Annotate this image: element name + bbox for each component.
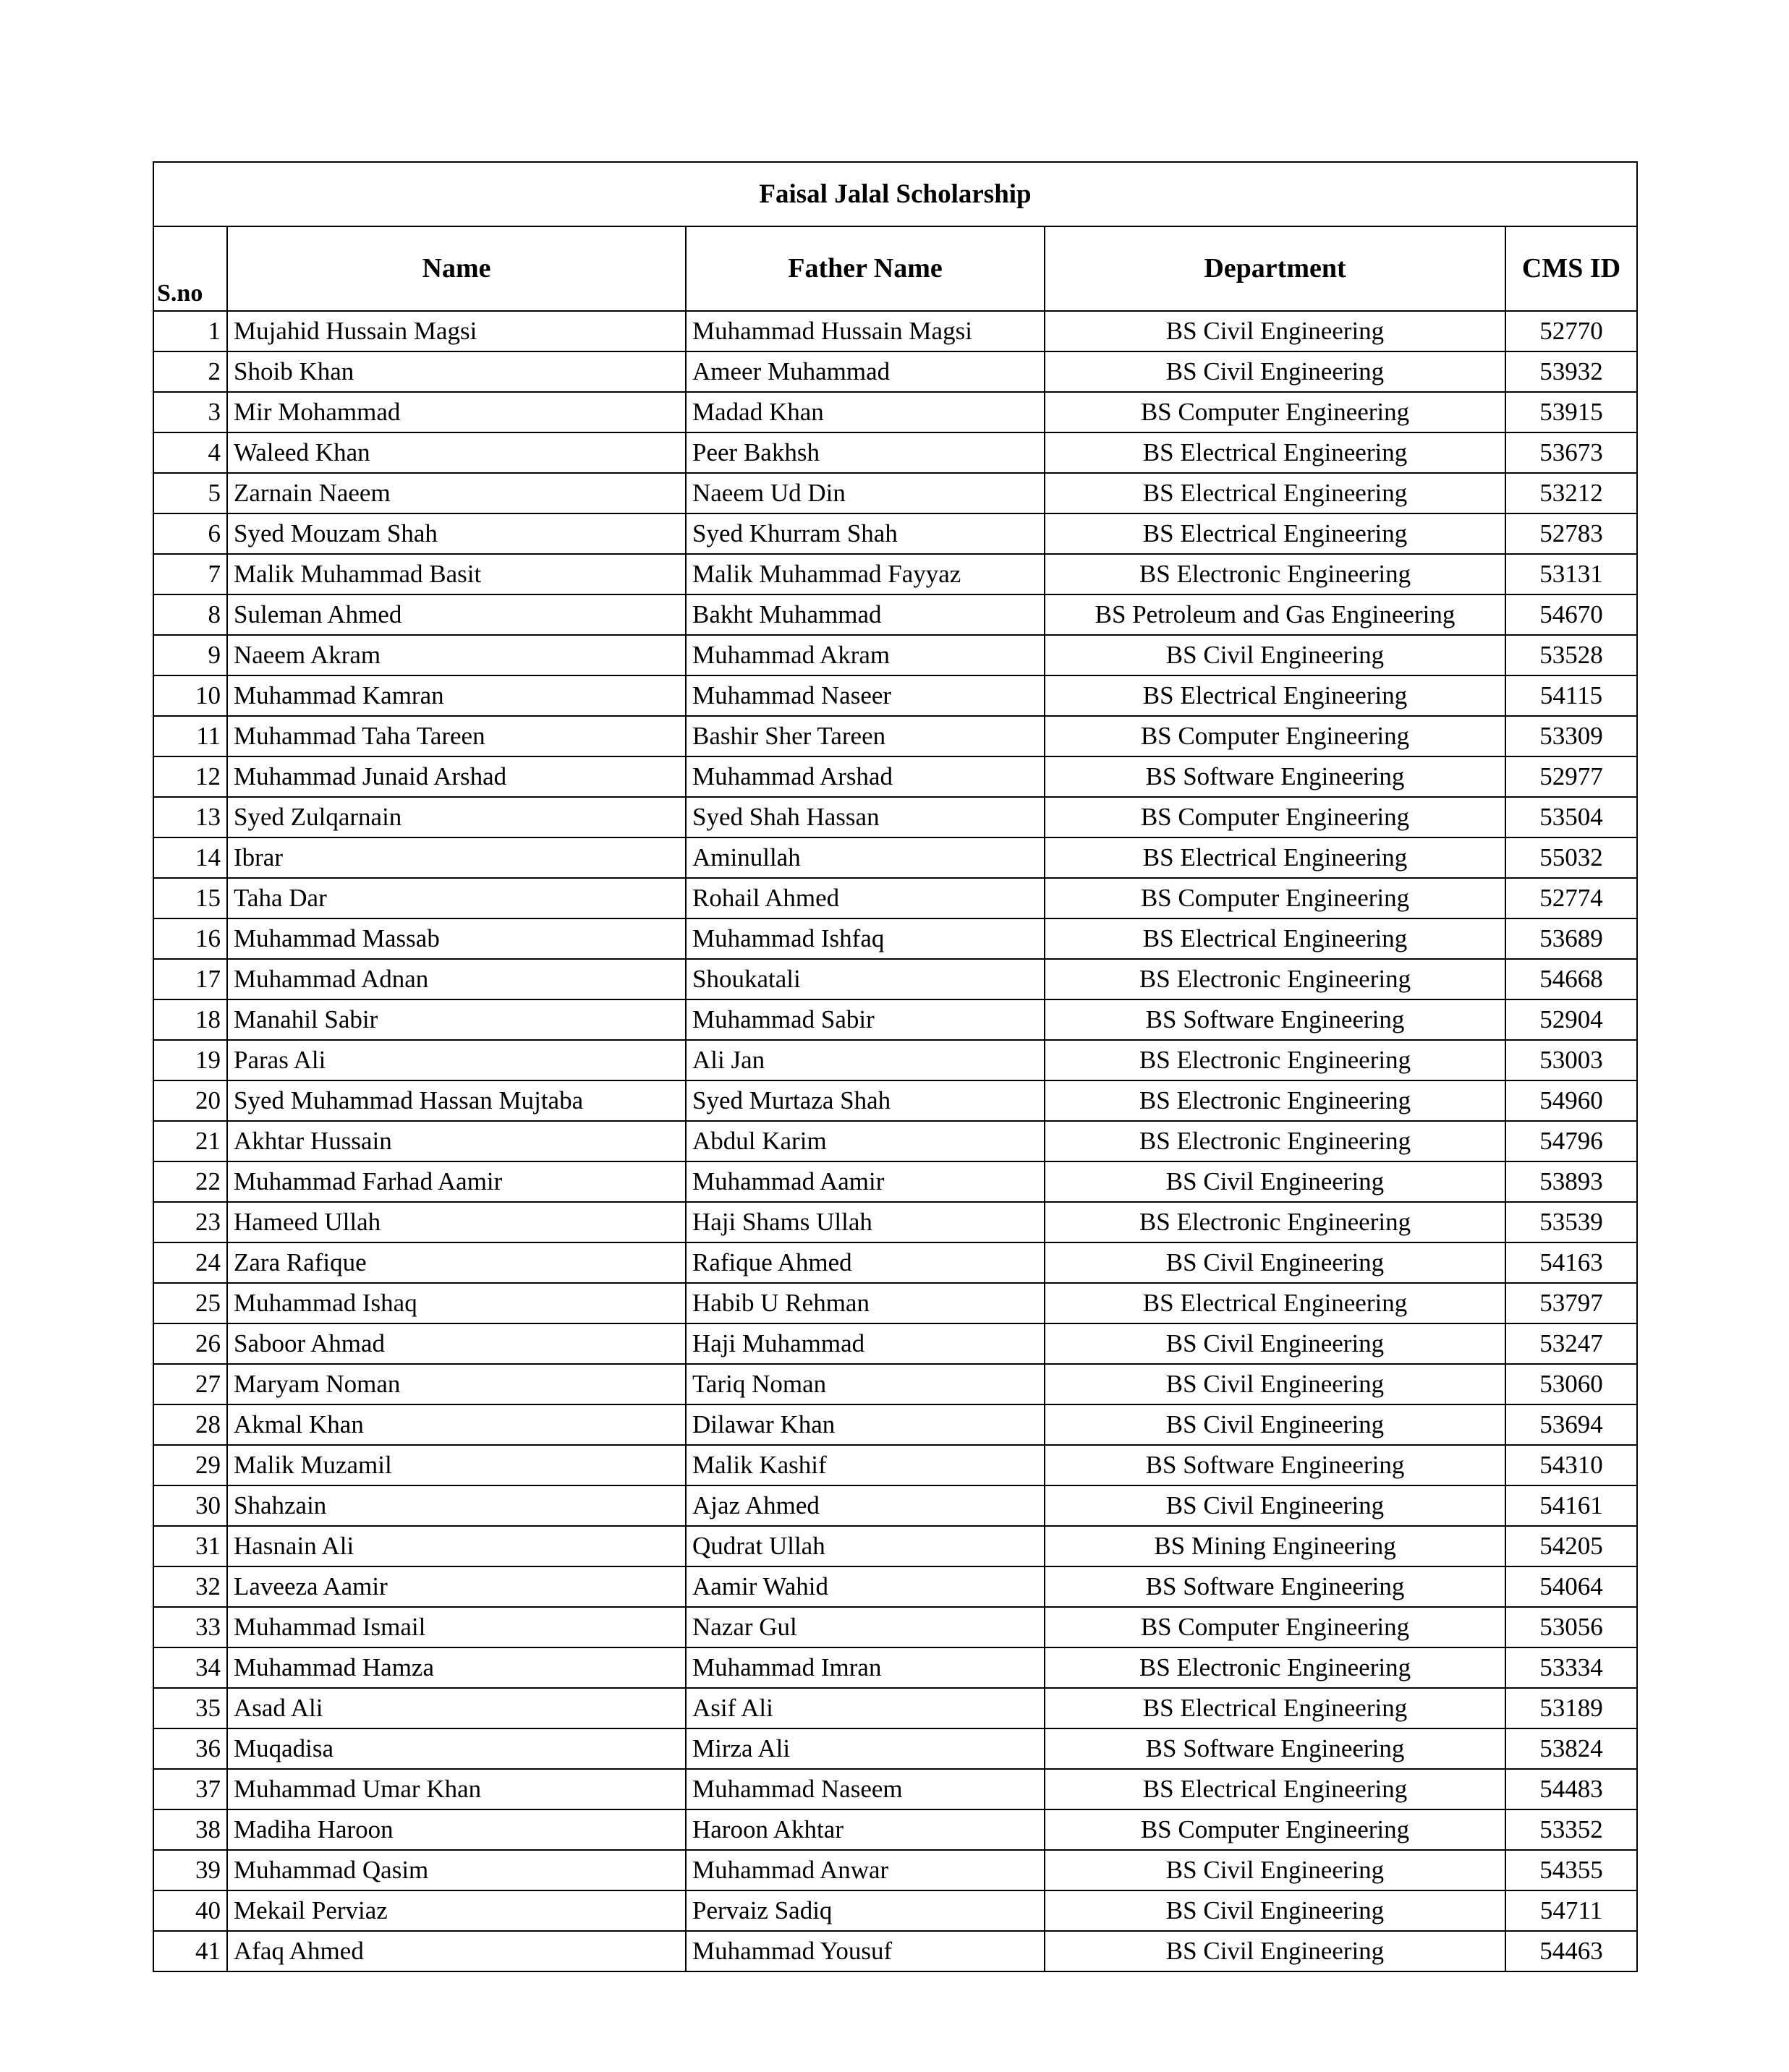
- cell-name: Muhammad Massab: [227, 918, 686, 959]
- cell-department: BS Computer Engineering: [1045, 716, 1505, 756]
- table-row: [153, 837, 1637, 878]
- cell-cms-id: 53247: [1505, 1323, 1637, 1364]
- cell-cms-id: 53504: [1505, 797, 1637, 837]
- cell-father-name: Asif Ali: [686, 1688, 1045, 1728]
- cell-name: Zarnain Naeem: [227, 473, 686, 513]
- table-row: [153, 1404, 1637, 1445]
- cell-department: BS Civil Engineering: [1045, 1404, 1505, 1445]
- cell-name: Asad Ali: [227, 1688, 686, 1728]
- cell-cms-id: 53932: [1505, 351, 1637, 392]
- cell-father-name: Mirza Ali: [686, 1728, 1045, 1769]
- table-title-row: [153, 162, 1637, 226]
- table-row: [153, 1728, 1637, 1769]
- table-row: [153, 1850, 1637, 1890]
- cell-cms-id: 54163: [1505, 1242, 1637, 1283]
- cell-cms-id: 53309: [1505, 716, 1637, 756]
- cell-cms-id: 53189: [1505, 1688, 1637, 1728]
- cell-father-name: Muhammad Hussain Magsi: [686, 311, 1045, 351]
- cell-department: BS Software Engineering: [1045, 1445, 1505, 1485]
- table-row: [153, 1323, 1637, 1364]
- cell-name: Taha Dar: [227, 878, 686, 918]
- cell-father-name: Bakht Muhammad: [686, 594, 1045, 635]
- cell-department: BS Electrical Engineering: [1045, 432, 1505, 473]
- cell-sno: 20: [153, 1080, 227, 1121]
- table-row: [153, 1890, 1637, 1931]
- cell-department: BS Civil Engineering: [1045, 1890, 1505, 1931]
- cell-father-name: Muhammad Anwar: [686, 1850, 1045, 1890]
- table-row: [153, 1121, 1637, 1161]
- cell-father-name: Muhammad Aamir: [686, 1161, 1045, 1202]
- cell-cms-id: 54064: [1505, 1566, 1637, 1607]
- table-body: [153, 311, 1637, 1971]
- cell-name: Afaq Ahmed: [227, 1931, 686, 1971]
- cell-father-name: Abdul Karim: [686, 1121, 1045, 1161]
- cell-sno: 19: [153, 1040, 227, 1080]
- cell-father-name: Haroon Akhtar: [686, 1809, 1045, 1850]
- cell-name: Naeem Akram: [227, 635, 686, 675]
- table-row: [153, 716, 1637, 756]
- table-row: [153, 1202, 1637, 1242]
- cell-department: BS Electronic Engineering: [1045, 1040, 1505, 1080]
- cell-sno: 35: [153, 1688, 227, 1728]
- cell-cms-id: 54483: [1505, 1769, 1637, 1809]
- cell-sno: 27: [153, 1364, 227, 1404]
- page-title: Faisal Jalal Scholarship: [153, 162, 1637, 226]
- table-row: [153, 1566, 1637, 1607]
- cell-department: BS Civil Engineering: [1045, 1850, 1505, 1890]
- table-row: [153, 351, 1637, 392]
- cell-father-name: Muhammad Akram: [686, 635, 1045, 675]
- cell-cms-id: 53056: [1505, 1607, 1637, 1647]
- cell-cms-id: 52904: [1505, 999, 1637, 1040]
- cell-father-name: Bashir Sher Tareen: [686, 716, 1045, 756]
- cell-sno: 22: [153, 1161, 227, 1202]
- cell-father-name: Muhammad Yousuf: [686, 1931, 1045, 1971]
- cell-cms-id: 54463: [1505, 1931, 1637, 1971]
- cell-name: Suleman Ahmed: [227, 594, 686, 635]
- scholarship-table-container: [153, 161, 1636, 1972]
- cell-cms-id: 53797: [1505, 1283, 1637, 1323]
- cell-sno: 15: [153, 878, 227, 918]
- cell-department: BS Electronic Engineering: [1045, 1647, 1505, 1688]
- cell-department: BS Civil Engineering: [1045, 1161, 1505, 1202]
- cell-name: Saboor Ahmad: [227, 1323, 686, 1364]
- table-row: [153, 878, 1637, 918]
- cell-sno: 37: [153, 1769, 227, 1809]
- cell-father-name: Aminullah: [686, 837, 1045, 878]
- cell-cms-id: 54161: [1505, 1485, 1637, 1526]
- column-header-sno: S.no: [153, 226, 227, 311]
- cell-cms-id: 53003: [1505, 1040, 1637, 1080]
- table-row: [153, 1242, 1637, 1283]
- cell-name: Muhammad Ishaq: [227, 1283, 686, 1323]
- cell-name: Maryam Noman: [227, 1364, 686, 1404]
- cell-name: Mujahid Hussain Magsi: [227, 311, 686, 351]
- table-row: [153, 1040, 1637, 1080]
- cell-department: BS Electrical Engineering: [1045, 918, 1505, 959]
- cell-department: BS Computer Engineering: [1045, 797, 1505, 837]
- cell-sno: 38: [153, 1809, 227, 1850]
- cell-name: Muhammad Farhad Aamir: [227, 1161, 686, 1202]
- cell-sno: 13: [153, 797, 227, 837]
- cell-father-name: Muhammad Imran: [686, 1647, 1045, 1688]
- cell-department: BS Civil Engineering: [1045, 1323, 1505, 1364]
- cell-department: BS Electronic Engineering: [1045, 1080, 1505, 1121]
- cell-father-name: Malik Kashif: [686, 1445, 1045, 1485]
- cell-department: BS Electrical Engineering: [1045, 1283, 1505, 1323]
- cell-cms-id: 54960: [1505, 1080, 1637, 1121]
- cell-cms-id: 53212: [1505, 473, 1637, 513]
- cell-name: Muqadisa: [227, 1728, 686, 1769]
- cell-father-name: Muhammad Sabir: [686, 999, 1045, 1040]
- table-row: [153, 959, 1637, 999]
- cell-cms-id: 54310: [1505, 1445, 1637, 1485]
- table-row: [153, 1526, 1637, 1566]
- cell-father-name: Haji Shams Ullah: [686, 1202, 1045, 1242]
- cell-father-name: Aamir Wahid: [686, 1566, 1045, 1607]
- column-header-row: [153, 226, 1637, 311]
- cell-department: BS Civil Engineering: [1045, 1242, 1505, 1283]
- table-row: [153, 1445, 1637, 1485]
- table-row: [153, 1485, 1637, 1526]
- table-row: [153, 918, 1637, 959]
- cell-sno: 36: [153, 1728, 227, 1769]
- cell-father-name: Naeem Ud Din: [686, 473, 1045, 513]
- cell-name: Hasnain Ali: [227, 1526, 686, 1566]
- table-row: [153, 473, 1637, 513]
- table-header: [153, 162, 1637, 311]
- cell-cms-id: 53539: [1505, 1202, 1637, 1242]
- table-row: [153, 1647, 1637, 1688]
- cell-cms-id: 53673: [1505, 432, 1637, 473]
- cell-cms-id: 53352: [1505, 1809, 1637, 1850]
- cell-name: Syed Mouzam Shah: [227, 513, 686, 554]
- cell-cms-id: 53694: [1505, 1404, 1637, 1445]
- cell-department: BS Petroleum and Gas Engineering: [1045, 594, 1505, 635]
- table-row: [153, 1809, 1637, 1850]
- table-row: [153, 675, 1637, 716]
- table-row: [153, 1607, 1637, 1647]
- cell-sno: 10: [153, 675, 227, 716]
- cell-name: Shoib Khan: [227, 351, 686, 392]
- cell-department: BS Software Engineering: [1045, 756, 1505, 797]
- cell-department: BS Electrical Engineering: [1045, 513, 1505, 554]
- cell-cms-id: 52977: [1505, 756, 1637, 797]
- cell-sno: 12: [153, 756, 227, 797]
- cell-sno: 28: [153, 1404, 227, 1445]
- cell-name: Muhammad Taha Tareen: [227, 716, 686, 756]
- cell-sno: 39: [153, 1850, 227, 1890]
- cell-father-name: Rafique Ahmed: [686, 1242, 1045, 1283]
- cell-cms-id: 53824: [1505, 1728, 1637, 1769]
- cell-cms-id: 53131: [1505, 554, 1637, 594]
- cell-sno: 6: [153, 513, 227, 554]
- cell-father-name: Tariq Noman: [686, 1364, 1045, 1404]
- cell-cms-id: 54115: [1505, 675, 1637, 716]
- cell-department: BS Computer Engineering: [1045, 1809, 1505, 1850]
- cell-department: BS Computer Engineering: [1045, 1607, 1505, 1647]
- cell-name: Muhammad Adnan: [227, 959, 686, 999]
- table-row: [153, 513, 1637, 554]
- cell-cms-id: 54796: [1505, 1121, 1637, 1161]
- cell-sno: 5: [153, 473, 227, 513]
- table-row: [153, 797, 1637, 837]
- table-row: [153, 1080, 1637, 1121]
- cell-cms-id: 54670: [1505, 594, 1637, 635]
- cell-department: BS Electronic Engineering: [1045, 959, 1505, 999]
- cell-department: BS Electrical Engineering: [1045, 675, 1505, 716]
- cell-name: Ibrar: [227, 837, 686, 878]
- table-row: [153, 1931, 1637, 1971]
- column-header-cms-id: CMS ID: [1505, 226, 1637, 311]
- cell-sno: 3: [153, 392, 227, 432]
- cell-father-name: Haji Muhammad: [686, 1323, 1045, 1364]
- cell-sno: 8: [153, 594, 227, 635]
- cell-father-name: Habib U Rehman: [686, 1283, 1045, 1323]
- cell-sno: 1: [153, 311, 227, 351]
- cell-cms-id: 52774: [1505, 878, 1637, 918]
- cell-department: BS Mining Engineering: [1045, 1526, 1505, 1566]
- cell-name: Muhammad Kamran: [227, 675, 686, 716]
- cell-department: BS Electronic Engineering: [1045, 554, 1505, 594]
- cell-department: BS Computer Engineering: [1045, 878, 1505, 918]
- cell-father-name: Qudrat Ullah: [686, 1526, 1045, 1566]
- cell-father-name: Ajaz Ahmed: [686, 1485, 1045, 1526]
- cell-department: BS Software Engineering: [1045, 1728, 1505, 1769]
- cell-department: BS Civil Engineering: [1045, 1364, 1505, 1404]
- cell-department: BS Civil Engineering: [1045, 311, 1505, 351]
- cell-father-name: Dilawar Khan: [686, 1404, 1045, 1445]
- cell-sno: 11: [153, 716, 227, 756]
- cell-name: Malik Muhammad Basit: [227, 554, 686, 594]
- table-row: [153, 311, 1637, 351]
- table-row: [153, 594, 1637, 635]
- cell-sno: 4: [153, 432, 227, 473]
- cell-sno: 7: [153, 554, 227, 594]
- cell-cms-id: 53528: [1505, 635, 1637, 675]
- cell-sno: 26: [153, 1323, 227, 1364]
- cell-cms-id: 53060: [1505, 1364, 1637, 1404]
- cell-department: BS Electrical Engineering: [1045, 837, 1505, 878]
- cell-sno: 24: [153, 1242, 227, 1283]
- column-header-father-name: Father Name: [686, 226, 1045, 311]
- cell-father-name: Syed Shah Hassan: [686, 797, 1045, 837]
- cell-department: BS Software Engineering: [1045, 1566, 1505, 1607]
- cell-cms-id: 55032: [1505, 837, 1637, 878]
- cell-father-name: Rohail Ahmed: [686, 878, 1045, 918]
- cell-father-name: Peer Bakhsh: [686, 432, 1045, 473]
- cell-father-name: Syed Khurram Shah: [686, 513, 1045, 554]
- cell-department: BS Electronic Engineering: [1045, 1202, 1505, 1242]
- cell-sno: 41: [153, 1931, 227, 1971]
- table-row: [153, 1769, 1637, 1809]
- cell-father-name: Shoukatali: [686, 959, 1045, 999]
- cell-sno: 31: [153, 1526, 227, 1566]
- cell-sno: 25: [153, 1283, 227, 1323]
- cell-name: Manahil Sabir: [227, 999, 686, 1040]
- cell-cms-id: 54355: [1505, 1850, 1637, 1890]
- cell-cms-id: 53915: [1505, 392, 1637, 432]
- cell-name: Syed Muhammad Hassan Mujtaba: [227, 1080, 686, 1121]
- cell-department: BS Electrical Engineering: [1045, 1688, 1505, 1728]
- cell-cms-id: 52770: [1505, 311, 1637, 351]
- cell-cms-id: 53334: [1505, 1647, 1637, 1688]
- cell-sno: 17: [153, 959, 227, 999]
- table-row: [153, 999, 1637, 1040]
- table-row: [153, 392, 1637, 432]
- cell-father-name: Ali Jan: [686, 1040, 1045, 1080]
- cell-sno: 40: [153, 1890, 227, 1931]
- cell-name: Muhammad Qasim: [227, 1850, 686, 1890]
- table-row: [153, 432, 1637, 473]
- scholarship-table: [153, 161, 1638, 1972]
- cell-name: Muhammad Ismail: [227, 1607, 686, 1647]
- cell-name: Malik Muzamil: [227, 1445, 686, 1485]
- cell-father-name: Muhammad Naseem: [686, 1769, 1045, 1809]
- cell-name: Muhammad Junaid Arshad: [227, 756, 686, 797]
- cell-name: Laveeza Aamir: [227, 1566, 686, 1607]
- cell-father-name: Pervaiz Sadiq: [686, 1890, 1045, 1931]
- cell-department: BS Electrical Engineering: [1045, 473, 1505, 513]
- cell-department: BS Civil Engineering: [1045, 1931, 1505, 1971]
- cell-sno: 34: [153, 1647, 227, 1688]
- column-header-name: Name: [227, 226, 686, 311]
- cell-sno: 2: [153, 351, 227, 392]
- cell-father-name: Madad Khan: [686, 392, 1045, 432]
- table-row: [153, 1364, 1637, 1404]
- cell-cms-id: 54711: [1505, 1890, 1637, 1931]
- cell-department: BS Civil Engineering: [1045, 635, 1505, 675]
- cell-sno: 9: [153, 635, 227, 675]
- cell-name: Shahzain: [227, 1485, 686, 1526]
- table-row: [153, 1283, 1637, 1323]
- cell-name: Mir Mohammad: [227, 392, 686, 432]
- cell-cms-id: 54668: [1505, 959, 1637, 999]
- cell-name: Akmal Khan: [227, 1404, 686, 1445]
- cell-sno: 23: [153, 1202, 227, 1242]
- cell-sno: 33: [153, 1607, 227, 1647]
- cell-sno: 32: [153, 1566, 227, 1607]
- cell-father-name: Muhammad Ishfaq: [686, 918, 1045, 959]
- cell-name: Hameed Ullah: [227, 1202, 686, 1242]
- cell-department: BS Software Engineering: [1045, 999, 1505, 1040]
- cell-name: Syed Zulqarnain: [227, 797, 686, 837]
- cell-department: BS Electronic Engineering: [1045, 1121, 1505, 1161]
- cell-sno: 14: [153, 837, 227, 878]
- cell-name: Madiha Haroon: [227, 1809, 686, 1850]
- cell-father-name: Muhammad Arshad: [686, 756, 1045, 797]
- cell-cms-id: 53689: [1505, 918, 1637, 959]
- cell-sno: 30: [153, 1485, 227, 1526]
- cell-father-name: Nazar Gul: [686, 1607, 1045, 1647]
- cell-sno: 16: [153, 918, 227, 959]
- column-header-department: Department: [1045, 226, 1505, 311]
- cell-father-name: Malik Muhammad Fayyaz: [686, 554, 1045, 594]
- cell-sno: 29: [153, 1445, 227, 1485]
- cell-father-name: Muhammad Naseer: [686, 675, 1045, 716]
- cell-name: Paras Ali: [227, 1040, 686, 1080]
- cell-sno: 21: [153, 1121, 227, 1161]
- cell-name: Zara Rafique: [227, 1242, 686, 1283]
- table-row: [153, 1161, 1637, 1202]
- cell-name: Mekail Perviaz: [227, 1890, 686, 1931]
- table-row: [153, 756, 1637, 797]
- cell-cms-id: 54205: [1505, 1526, 1637, 1566]
- cell-sno: 18: [153, 999, 227, 1040]
- cell-department: BS Computer Engineering: [1045, 392, 1505, 432]
- table-row: [153, 554, 1637, 594]
- cell-father-name: Syed Murtaza Shah: [686, 1080, 1045, 1121]
- cell-department: BS Electrical Engineering: [1045, 1769, 1505, 1809]
- cell-name: Waleed Khan: [227, 432, 686, 473]
- cell-department: BS Civil Engineering: [1045, 1485, 1505, 1526]
- table-row: [153, 635, 1637, 675]
- cell-father-name: Ameer Muhammad: [686, 351, 1045, 392]
- cell-name: Akhtar Hussain: [227, 1121, 686, 1161]
- cell-cms-id: 53893: [1505, 1161, 1637, 1202]
- cell-department: BS Civil Engineering: [1045, 351, 1505, 392]
- cell-name: Muhammad Umar Khan: [227, 1769, 686, 1809]
- table-row: [153, 1688, 1637, 1728]
- cell-cms-id: 52783: [1505, 513, 1637, 554]
- cell-name: Muhammad Hamza: [227, 1647, 686, 1688]
